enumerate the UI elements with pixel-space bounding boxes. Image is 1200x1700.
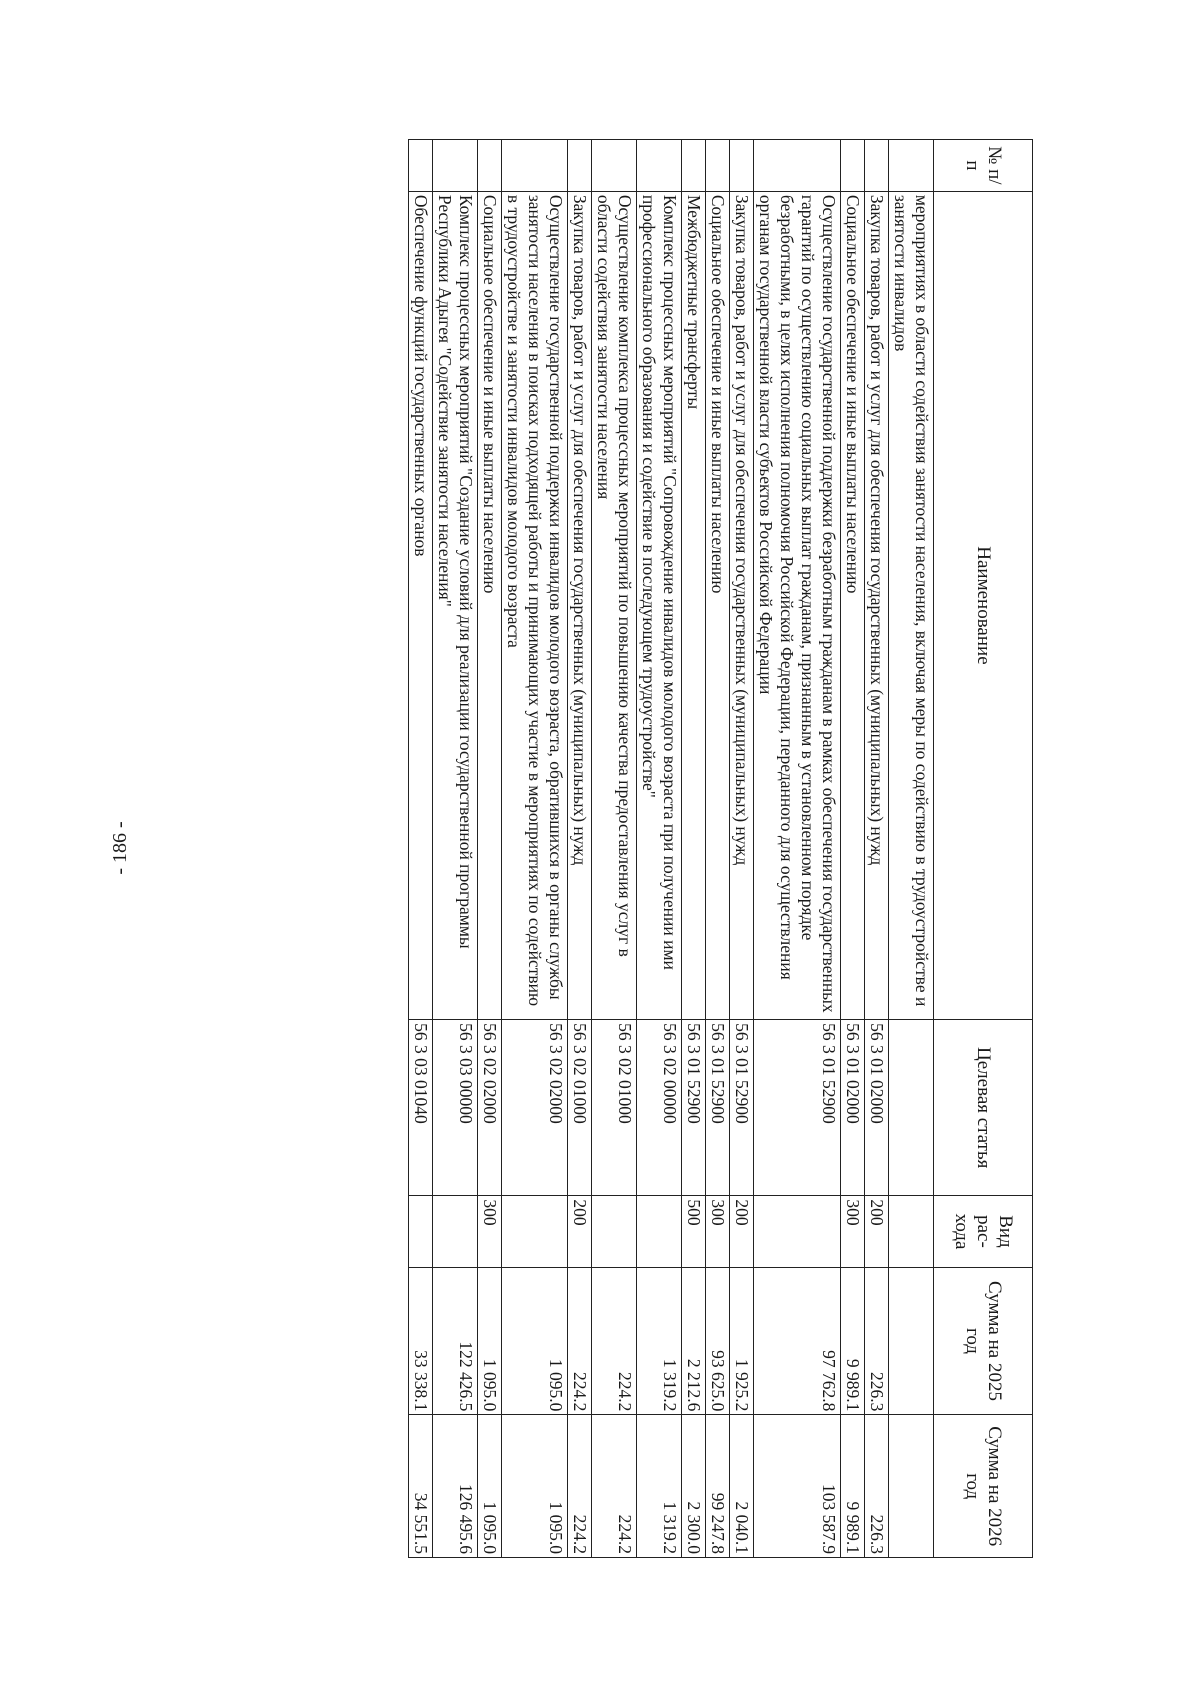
cell-target-article: 56 3 02 02000: [478, 1020, 502, 1196]
header-code: Целевая статья: [934, 1020, 1033, 1196]
cell-sum-2025: 224.2: [568, 1267, 592, 1415]
cell-sum-2025: 1 925.2: [730, 1267, 754, 1415]
cell-target-article: 56 3 01 52900: [682, 1020, 706, 1196]
cell-expense-type: 300: [706, 1196, 730, 1267]
cell-sum-2026: 224.2: [592, 1415, 637, 1558]
cell-expense-type: [433, 1196, 478, 1267]
cell-sum-2025: 1 319.2: [637, 1267, 682, 1415]
cell-expense-type: 500: [682, 1196, 706, 1267]
cell-name: Межбюджетные трансферты: [682, 191, 706, 1019]
cell-sum-2026: 1 095.0: [478, 1415, 502, 1558]
table-header: [934, 140, 1033, 1558]
cell-expense-type: 200: [568, 1196, 592, 1267]
table-row: [637, 140, 682, 1558]
cell-number: [706, 140, 730, 192]
cell-target-article: 56 3 01 52900: [754, 1020, 841, 1196]
cell-expense-type: 200: [730, 1196, 754, 1267]
cell-number: [568, 140, 592, 192]
cell-target-article: 56 3 01 52900: [730, 1020, 754, 1196]
cell-name: Социальное обеспечение и иные выплаты населению: [706, 191, 730, 1019]
cell-sum-2026: 103 587.9: [754, 1415, 841, 1558]
table-row: [433, 140, 478, 1558]
table-row: [682, 140, 706, 1558]
cell-target-article: 56 3 02 00000: [637, 1020, 682, 1196]
cell-sum-2025: 1 095.0: [502, 1267, 568, 1415]
table-row: [730, 140, 754, 1558]
cell-sum-2026: 2 300.0: [682, 1415, 706, 1558]
cell-number: [841, 140, 865, 192]
cell-sum-2026: 1 095.0: [502, 1415, 568, 1558]
cell-number: [865, 140, 889, 192]
cell-number: [637, 140, 682, 192]
cell-sum-2025: 226.3: [865, 1267, 889, 1415]
cell-name: Социальное обеспечение и иные выплаты населению: [841, 191, 865, 1019]
header-row: [934, 140, 1033, 1558]
cell-expense-type: [637, 1196, 682, 1267]
table-row: [889, 140, 934, 1558]
cell-sum-2026: 2 040.1: [730, 1415, 754, 1558]
cell-name: Закупка товаров, работ и услуг для обеспечения государственных (муниципальных) нужд: [730, 191, 754, 1019]
cell-target-article: 56 3 01 02000: [841, 1020, 865, 1196]
page-number: - 186 -: [109, 821, 131, 875]
cell-target-article: 56 3 02 01000: [592, 1020, 637, 1196]
header-nn: № п/п: [934, 140, 1033, 192]
cell-sum-2026: 1 319.2: [637, 1415, 682, 1558]
table-row: [706, 140, 730, 1558]
cell-name: Закупка товаров, работ и услуг для обеспечения государственных (муниципальных) нужд: [568, 191, 592, 1019]
cell-number: [592, 140, 637, 192]
cell-number: [889, 140, 934, 192]
cell-expense-type: [409, 1196, 433, 1267]
cell-target-article: 56 3 01 02000: [865, 1020, 889, 1196]
budget-table: [408, 139, 1033, 1558]
table-row: [592, 140, 637, 1558]
cell-number: [502, 140, 568, 192]
cell-expense-type: 200: [865, 1196, 889, 1267]
cell-target-article: [889, 1020, 934, 1196]
cell-name: Осуществление государственной поддержки инвалидов молодого возраста, обратившихся в органы службы занятости населения в поисках подходящей работы и принимающих участие в мероприятиях по содействию в трудоустройстве и занятости инвалидов молодого возраста: [502, 191, 568, 1019]
cell-sum-2025: 224.2: [592, 1267, 637, 1415]
cell-expense-type: 300: [478, 1196, 502, 1267]
cell-expense-type: [889, 1196, 934, 1267]
cell-name: мероприятиях в области содействия занятости населения, включая меры по содействию в трудоустройстве и занятости инвалидов: [889, 191, 934, 1019]
cell-number: [682, 140, 706, 192]
cell-sum-2026: 34 551.5: [409, 1415, 433, 1558]
cell-sum-2026: 126 495.6: [433, 1415, 478, 1558]
cell-sum-2026: 9 989.1: [841, 1415, 865, 1558]
cell-expense-type: [502, 1196, 568, 1267]
table-row: [754, 140, 841, 1558]
cell-target-article: 56 3 01 52900: [706, 1020, 730, 1196]
table-row: [409, 140, 433, 1558]
table-row: [841, 140, 865, 1558]
cell-sum-2025: [889, 1267, 934, 1415]
header-sum-2025: Сумма на 2025 год: [934, 1267, 1033, 1415]
cell-target-article: 56 3 02 01000: [568, 1020, 592, 1196]
header-vid: Вид рас-хода: [934, 1196, 1033, 1267]
cell-sum-2025: 33 338.1: [409, 1267, 433, 1415]
cell-number: [730, 140, 754, 192]
cell-number: [754, 140, 841, 192]
cell-number: [433, 140, 478, 192]
cell-sum-2025: 1 095.0: [478, 1267, 502, 1415]
cell-sum-2025: 9 989.1: [841, 1267, 865, 1415]
cell-expense-type: [754, 1196, 841, 1267]
cell-sum-2025: 97 762.8: [754, 1267, 841, 1415]
cell-name: Осуществление комплекса процессных мероприятий по повышению качества предоставления услуг в области содействия занятости населения: [592, 191, 637, 1019]
header-name: Наименование: [934, 191, 1033, 1019]
table-row: [502, 140, 568, 1558]
cell-expense-type: 300: [841, 1196, 865, 1267]
cell-target-article: 56 3 02 02000: [502, 1020, 568, 1196]
table-row: [478, 140, 502, 1558]
table-row: [865, 140, 889, 1558]
table-row: [568, 140, 592, 1558]
cell-name: Социальное обеспечение и иные выплаты населению: [478, 191, 502, 1019]
table-body: [409, 140, 934, 1558]
cell-expense-type: [592, 1196, 637, 1267]
cell-name: Комплекс процессных мероприятий "Создание условий для реализации государственной программы Республики Адыгея "Содействие занятости населения": [433, 191, 478, 1019]
cell-sum-2026: 224.2: [568, 1415, 592, 1558]
cell-name: Комплекс процессных мероприятий "Сопровождение инвалидов молодого возраста при получении ими профессионального образования и содействие в последующем трудоустройстве": [637, 191, 682, 1019]
cell-sum-2026: 226.3: [865, 1415, 889, 1558]
cell-number: [409, 140, 433, 192]
header-sum-2026: Сумма на 2026 год: [934, 1415, 1033, 1558]
cell-number: [478, 140, 502, 192]
cell-sum-2025: 93 625.0: [706, 1267, 730, 1415]
cell-sum-2026: 99 247.8: [706, 1415, 730, 1558]
cell-target-article: 56 3 03 01040: [409, 1020, 433, 1196]
cell-sum-2026: [889, 1415, 934, 1558]
cell-name: Закупка товаров, работ и услуг для обеспечения государственных (муниципальных) нужд: [865, 191, 889, 1019]
cell-sum-2025: 2 212.6: [682, 1267, 706, 1415]
cell-sum-2025: 122 426.5: [433, 1267, 478, 1415]
cell-name: Обеспечение функций государственных органов: [409, 191, 433, 1019]
cell-name: Осуществление государственной поддержки безработным гражданам в рамках обеспечения государственных гарантий по осуществлению социальных выплат гражданам, признанным в установленном порядке безработными, в целях исполнения полномочия Российской Федерации, переданного для осуществления органам государственной власти субъектов Российской Федерации: [754, 191, 841, 1019]
cell-target-article: 56 3 03 00000: [433, 1020, 478, 1196]
